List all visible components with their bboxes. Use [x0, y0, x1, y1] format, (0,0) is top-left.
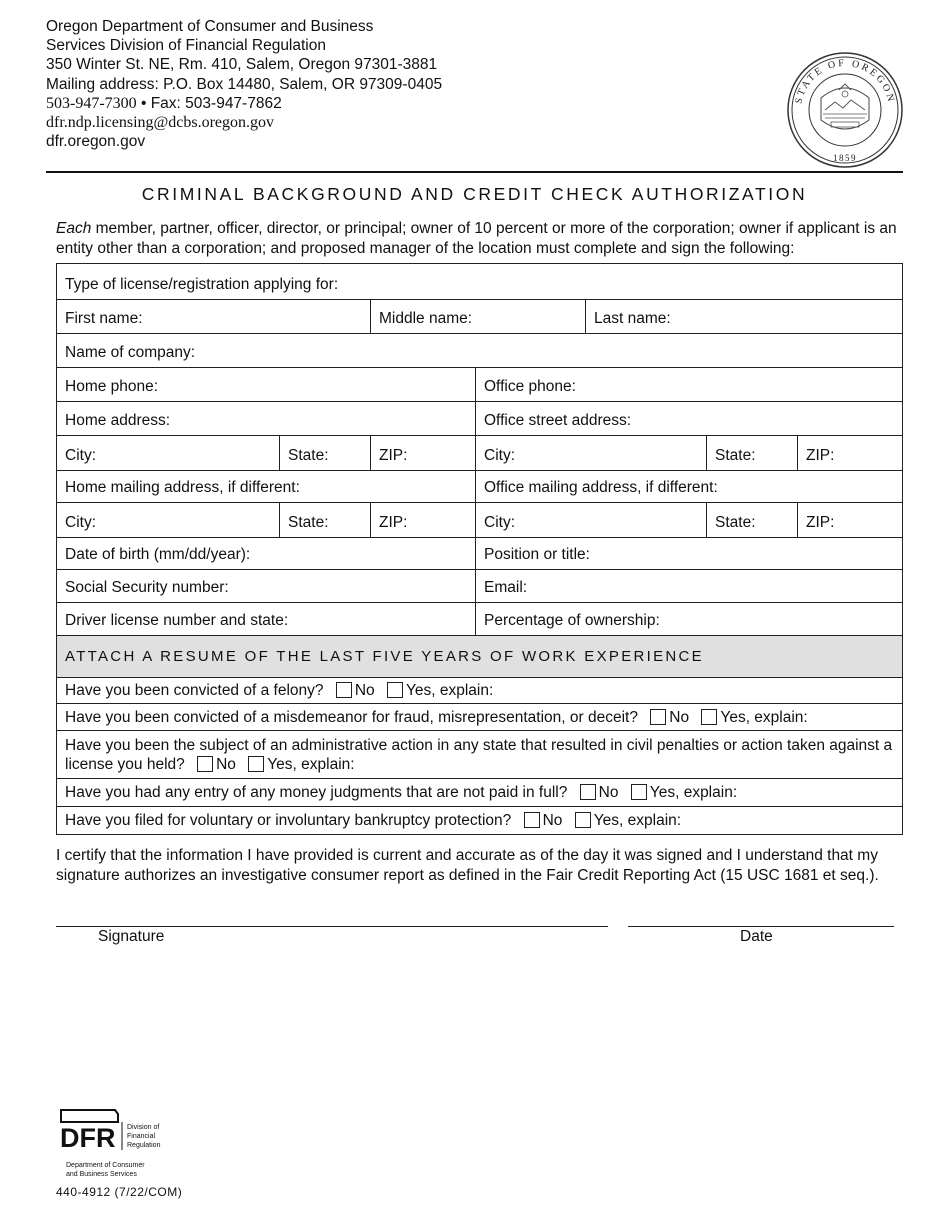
office-mailing-zip-field[interactable]: ZIP:	[798, 503, 903, 538]
misdemeanor-yes-label: Yes, explain:	[720, 708, 808, 726]
office-mailing-city-field[interactable]: City:	[476, 503, 707, 538]
fax-number: Fax: 503-947-7862	[150, 94, 282, 112]
judgments-yes-checkbox[interactable]	[631, 784, 647, 800]
misdemeanor-question	[57, 704, 903, 731]
office-mailing-field[interactable]: Office mailing address, if different:	[476, 471, 903, 503]
instructions-lead: Each	[56, 220, 92, 237]
certification-statement: I certify that the information I have provided is current and accurate as of the day it was signed and I understand that my signature authorizes an investigative consumer report as defined in the Fair Credit Reporting Act (15 USC 1681 et seq.).	[56, 847, 879, 884]
license-type-field[interactable]: Type of license/registration applying for:	[57, 264, 903, 300]
office-state-field[interactable]: State:	[707, 436, 798, 471]
last-name-field[interactable]: Last name:	[586, 300, 903, 334]
logo-division-line1: Division of	[127, 1124, 160, 1131]
driver-license-field[interactable]: Driver license number and state:	[57, 603, 476, 636]
dob-field[interactable]: Date of birth (mm/dd/year):	[57, 538, 476, 570]
admin-action-yes-checkbox[interactable]	[248, 756, 264, 772]
office-address-field[interactable]: Office street address:	[476, 402, 903, 436]
ssn-field[interactable]: Social Security number:	[57, 570, 476, 603]
home-mailing-zip-field[interactable]: ZIP:	[371, 503, 476, 538]
misdemeanor-question-text: Have you been convicted of a misdemeanor for fraud, misrepresentation, or deceit?	[65, 708, 638, 726]
middle-name-field[interactable]: Middle name:	[371, 300, 586, 334]
logo-text: DFR	[60, 1123, 116, 1153]
admin-action-no-checkbox[interactable]	[197, 756, 213, 772]
felony-question	[57, 678, 903, 704]
home-mailing-city-field[interactable]: City:	[57, 503, 280, 538]
instructions	[56, 219, 902, 258]
website: dfr.oregon.gov	[46, 133, 146, 151]
misdemeanor-yes-checkbox[interactable]	[701, 709, 717, 725]
home-mailing-field[interactable]: Home mailing address, if different:	[57, 471, 476, 503]
judgments-yes-label: Yes, explain:	[649, 784, 738, 801]
form-title: CRIMINAL BACKGROUND AND CREDIT CHECK AUTHORIZATION	[141, 184, 808, 204]
logo-dept-line1: Department of Consumer	[66, 1162, 145, 1169]
home-phone-field[interactable]: Home phone:	[57, 368, 476, 402]
agency-name-line1: Oregon Department of Consumer and Business	[46, 18, 374, 35]
felony-no-checkbox[interactable]	[336, 682, 352, 698]
date-line[interactable]	[628, 926, 894, 927]
bankruptcy-yes-checkbox[interactable]	[575, 812, 591, 828]
form-number: 440-4912 (7/22/COM)	[56, 1185, 183, 1199]
home-address-field[interactable]: Home address:	[57, 402, 476, 436]
home-city-field[interactable]: City:	[57, 436, 280, 471]
first-name-field[interactable]: First name:	[57, 300, 371, 334]
resume-banner: ATTACH A RESUME OF THE LAST FIVE YEARS OF WORK EXPERIENCE	[57, 636, 903, 678]
logo-division-line3: Regulation	[127, 1142, 161, 1149]
company-name-field[interactable]: Name of company:	[57, 334, 903, 368]
office-mailing-state-field[interactable]: State:	[707, 503, 798, 538]
bankruptcy-question	[57, 807, 903, 835]
bullet-separator: •	[140, 94, 147, 112]
contact-email: dfr.ndp.licensing@dcbs.oregon.gov	[46, 114, 275, 132]
home-state-field[interactable]: State:	[280, 436, 371, 471]
admin-action-question	[57, 731, 903, 779]
phone-fax	[46, 94, 442, 113]
mailing-address: Mailing address: P.O. Box 14480, Salem, OR 97309-0405	[46, 75, 443, 93]
bankruptcy-yes-label: Yes, explain:	[593, 812, 682, 829]
office-zip-field[interactable]: ZIP:	[798, 436, 903, 471]
signature-line[interactable]	[56, 926, 608, 927]
misdemeanor-no-checkbox[interactable]	[650, 709, 666, 725]
ownership-field[interactable]: Percentage of ownership:	[476, 603, 903, 636]
felony-yes-label: Yes, explain:	[405, 682, 494, 699]
misdemeanor-no-label: No	[669, 708, 690, 726]
signature-label: Signature	[98, 928, 165, 945]
judgments-no-label: No	[598, 784, 619, 801]
agency-name-line2: Services Division of Financial Regulation	[46, 37, 326, 55]
admin-action-no-label: No	[216, 755, 236, 773]
seal-top-text: STATE OF OREGON	[793, 57, 897, 105]
date-label: Date	[740, 928, 773, 945]
instructions-text: member, partner, officer, director, or principal; owner of 10 percent or more of the corporation; owner if applicant is an entity other than a corporation; and proposed manager of the location must complete and sign the following:	[56, 220, 897, 257]
street-address: 350 Winter St. NE, Rm. 410, Salem, Oregon 97301-3881	[46, 56, 438, 74]
logo-division-line2: Financial	[127, 1133, 156, 1140]
phone-number: 503-947-7300	[46, 94, 137, 112]
email-field[interactable]: Email:	[476, 570, 903, 603]
admin-action-question-text: Have you been the subject of an administrative action in any state that resulted in civil penalties or action taken against a license you held?	[65, 736, 893, 773]
dfr-logo-icon	[58, 1108, 178, 1180]
agency-header	[46, 17, 442, 151]
applicant-form	[56, 263, 903, 835]
oregon-seal-icon	[785, 50, 905, 170]
felony-yes-checkbox[interactable]	[387, 682, 403, 698]
judgments-no-checkbox[interactable]	[580, 784, 596, 800]
felony-no-label: No	[354, 682, 375, 699]
office-city-field[interactable]: City:	[476, 436, 707, 471]
bankruptcy-no-label: No	[542, 812, 563, 829]
seal-year: 1859	[833, 153, 857, 163]
home-mailing-state-field[interactable]: State:	[280, 503, 371, 538]
office-phone-field[interactable]: Office phone:	[476, 368, 903, 402]
bankruptcy-question-text: Have you filed for voluntary or involuntary bankruptcy protection?	[65, 812, 512, 829]
judgments-question-text: Have you had any entry of any money judgments that are not paid in full?	[65, 784, 568, 801]
bankruptcy-no-checkbox[interactable]	[524, 812, 540, 828]
logo-dept-line2: and Business Services	[66, 1171, 137, 1178]
felony-question-text: Have you been convicted of a felony?	[65, 682, 324, 699]
admin-action-yes-label: Yes, explain:	[267, 755, 355, 773]
judgments-question	[57, 779, 903, 807]
home-zip-field[interactable]: ZIP:	[371, 436, 476, 471]
position-field[interactable]: Position or title:	[476, 538, 903, 570]
header-divider	[46, 171, 903, 173]
